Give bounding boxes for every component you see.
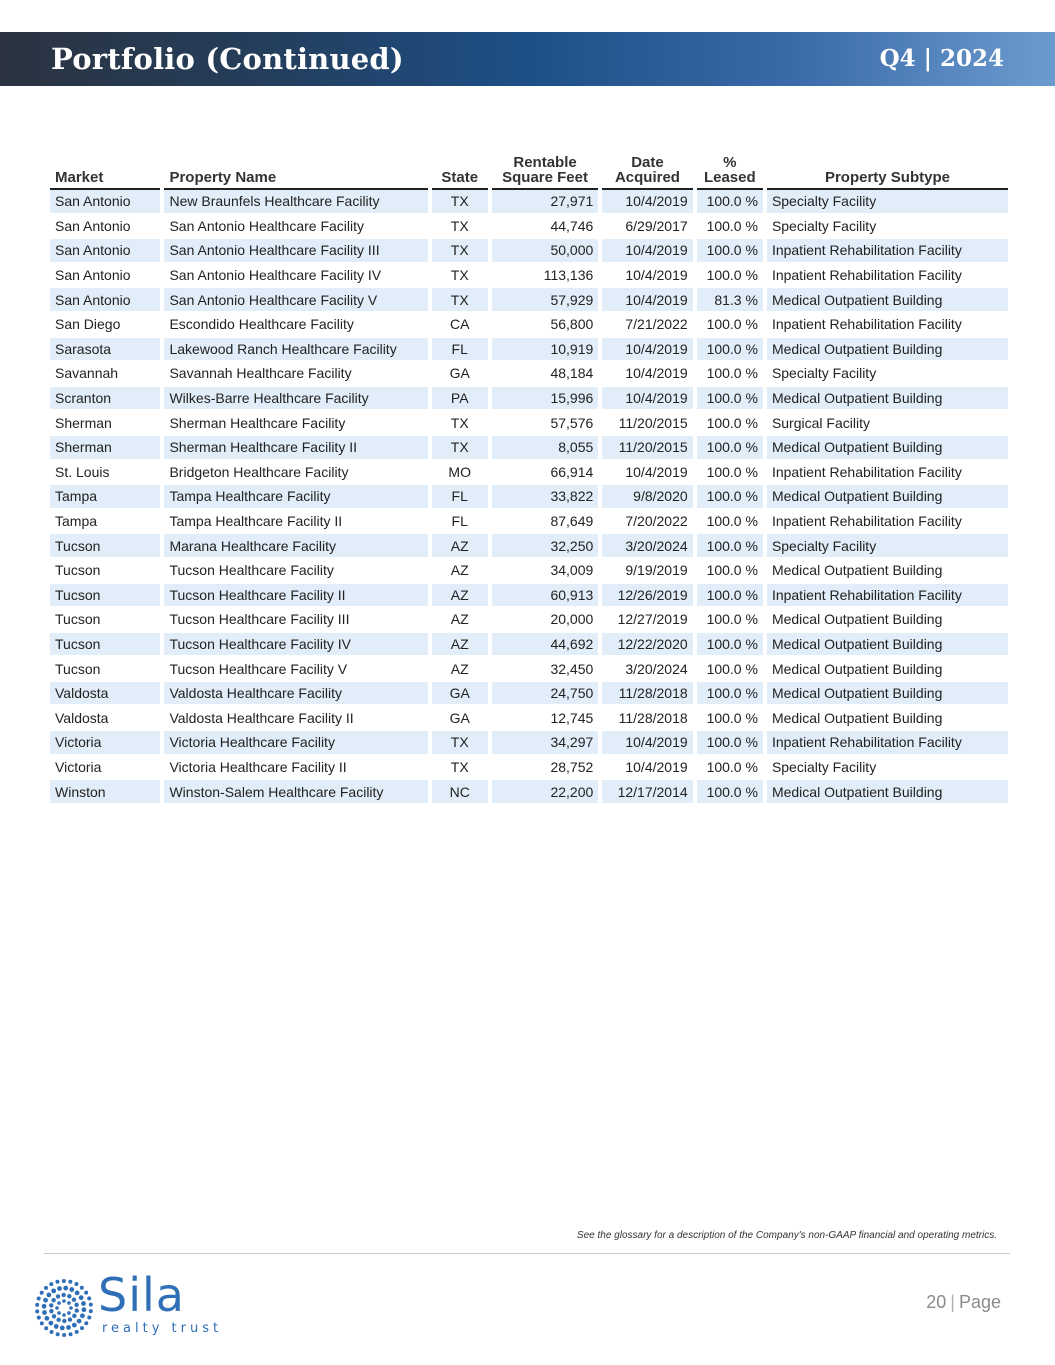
cell-property-name: San Antonio Healthcare Facility V bbox=[164, 288, 427, 313]
cell-property-subtype: Medical Outpatient Building bbox=[767, 633, 1008, 658]
cell-market: St. Louis bbox=[50, 461, 160, 486]
cell-property-name: San Antonio Healthcare Facility IV bbox=[164, 264, 427, 289]
cell-leased: 100.0 % bbox=[697, 485, 763, 510]
cell-leased: 100.0 % bbox=[697, 682, 763, 707]
cell-property-name: Savannah Healthcare Facility bbox=[164, 362, 427, 387]
table-row bbox=[50, 584, 1008, 609]
logo-dot bbox=[49, 1303, 53, 1307]
logo-dot bbox=[56, 1294, 60, 1298]
cell-square-feet: 27,971 bbox=[492, 190, 598, 215]
logo-dot bbox=[75, 1290, 80, 1295]
cell-leased: 81.3 % bbox=[697, 288, 763, 313]
table-row bbox=[50, 657, 1008, 682]
logo-dot bbox=[62, 1299, 66, 1303]
cell-state: CA bbox=[432, 313, 488, 338]
logo-dot bbox=[44, 1286, 48, 1290]
table-row bbox=[50, 215, 1008, 240]
cell-state: NC bbox=[432, 780, 488, 805]
cell-square-feet: 10,919 bbox=[492, 338, 598, 363]
cell-market: Valdosta bbox=[50, 682, 160, 707]
cell-square-feet: 50,000 bbox=[492, 239, 598, 264]
cell-market: San Antonio bbox=[50, 264, 160, 289]
cell-leased: 100.0 % bbox=[697, 584, 763, 609]
logo-dot bbox=[72, 1323, 77, 1328]
cell-state: AZ bbox=[432, 559, 488, 584]
logo-dot bbox=[55, 1306, 59, 1310]
cell-property-name: San Antonio Healthcare Facility bbox=[164, 215, 427, 240]
table-row bbox=[50, 485, 1008, 510]
cell-state: GA bbox=[432, 362, 488, 387]
logo-dot bbox=[80, 1313, 85, 1318]
cell-leased: 100.0 % bbox=[697, 731, 763, 756]
cell-state: FL bbox=[432, 485, 488, 510]
table-row bbox=[50, 288, 1008, 313]
cell-leased: 100.0 % bbox=[697, 411, 763, 436]
cell-state: PA bbox=[432, 387, 488, 412]
cell-property-name: Sherman Healthcare Facility II bbox=[164, 436, 427, 461]
col-property-subtype: Property Subtype bbox=[767, 155, 1008, 190]
cell-state: TX bbox=[432, 215, 488, 240]
logo-dot bbox=[49, 1282, 53, 1286]
cell-property-subtype: Specialty Facility bbox=[767, 190, 1008, 215]
logo-dot bbox=[35, 1309, 39, 1313]
cell-date-acquired: 11/20/2015 bbox=[602, 436, 692, 461]
cell-date-acquired: 12/26/2019 bbox=[602, 584, 692, 609]
logo-dot bbox=[72, 1297, 76, 1301]
cell-date-acquired: 11/28/2018 bbox=[602, 682, 692, 707]
cell-square-feet: 32,250 bbox=[492, 534, 598, 559]
logo-dot bbox=[62, 1279, 66, 1283]
cell-date-acquired: 7/21/2022 bbox=[602, 313, 692, 338]
cell-state: GA bbox=[432, 682, 488, 707]
logo-dot bbox=[67, 1301, 71, 1305]
cell-property-subtype: Inpatient Rehabilitation Facility bbox=[767, 313, 1008, 338]
logo-dot bbox=[75, 1330, 79, 1334]
cell-date-acquired: 12/22/2020 bbox=[602, 633, 692, 658]
cell-square-feet: 8,055 bbox=[492, 436, 598, 461]
logo-dot bbox=[37, 1297, 41, 1301]
cell-leased: 100.0 % bbox=[697, 239, 763, 264]
col-market: Market bbox=[50, 155, 160, 190]
cell-leased: 100.0 % bbox=[697, 534, 763, 559]
col-state: State bbox=[432, 155, 488, 190]
cell-market: San Antonio bbox=[50, 239, 160, 264]
cell-property-name: Tucson Healthcare Facility III bbox=[164, 608, 427, 633]
table-row bbox=[50, 313, 1008, 338]
cell-property-subtype: Specialty Facility bbox=[767, 534, 1008, 559]
table-row bbox=[50, 338, 1008, 363]
logo-dot bbox=[68, 1280, 72, 1284]
footnote: See the glossary for a description of the Company's non-GAAP financial and operating metrics. bbox=[576, 1230, 997, 1241]
logo-dot bbox=[84, 1291, 88, 1295]
cell-property-name: Escondido Healthcare Facility bbox=[164, 313, 427, 338]
logo-dot bbox=[57, 1311, 61, 1315]
portfolio-table bbox=[46, 155, 1012, 805]
page-label: Page bbox=[958, 1292, 1001, 1312]
cell-date-acquired: 10/4/2019 bbox=[602, 756, 692, 781]
cell-market: Tucson bbox=[50, 584, 160, 609]
table-row bbox=[50, 559, 1008, 584]
table-row bbox=[50, 731, 1008, 756]
logo-dot bbox=[74, 1303, 78, 1307]
cell-date-acquired: 10/4/2019 bbox=[602, 239, 692, 264]
cell-state: AZ bbox=[432, 633, 488, 658]
cell-date-acquired: 9/19/2019 bbox=[602, 559, 692, 584]
cell-property-subtype: Medical Outpatient Building bbox=[767, 682, 1008, 707]
cell-leased: 100.0 % bbox=[697, 657, 763, 682]
cell-square-feet: 57,576 bbox=[492, 411, 598, 436]
cell-property-subtype: Medical Outpatient Building bbox=[767, 780, 1008, 805]
logo-dot bbox=[44, 1316, 49, 1321]
cell-property-subtype: Inpatient Rehabilitation Facility bbox=[767, 461, 1008, 486]
cell-leased: 100.0 % bbox=[697, 633, 763, 658]
table-header-row bbox=[50, 155, 1008, 190]
cell-state: TX bbox=[432, 239, 488, 264]
logo-dot bbox=[51, 1288, 56, 1293]
table-row bbox=[50, 682, 1008, 707]
cell-property-name: San Antonio Healthcare Facility III bbox=[164, 239, 427, 264]
logo-dot bbox=[44, 1326, 48, 1330]
cell-state: FL bbox=[432, 338, 488, 363]
logo-dot bbox=[80, 1326, 84, 1330]
col-date-acquired: Date Acquired bbox=[602, 155, 692, 190]
cell-square-feet: 24,750 bbox=[492, 682, 598, 707]
table-row bbox=[50, 362, 1008, 387]
cell-square-feet: 66,914 bbox=[492, 461, 598, 486]
table-row bbox=[50, 411, 1008, 436]
logo-dot bbox=[55, 1280, 59, 1284]
cell-state: TX bbox=[432, 411, 488, 436]
cell-leased: 100.0 % bbox=[697, 338, 763, 363]
cell-market: Tucson bbox=[50, 657, 160, 682]
logo-dot bbox=[54, 1324, 59, 1329]
cell-property-subtype: Medical Outpatient Building bbox=[767, 387, 1008, 412]
col-leased: % Leased bbox=[697, 155, 763, 190]
logo-dot bbox=[52, 1314, 56, 1318]
logo-dot bbox=[69, 1332, 73, 1336]
cell-leased: 100.0 % bbox=[697, 313, 763, 338]
logo-dot bbox=[72, 1314, 76, 1318]
logo-dot bbox=[46, 1293, 51, 1298]
logo-dot bbox=[81, 1301, 86, 1306]
logo-dot bbox=[84, 1321, 88, 1325]
cell-property-subtype: Medical Outpatient Building bbox=[767, 608, 1008, 633]
cell-state: MO bbox=[432, 461, 488, 486]
cell-leased: 100.0 % bbox=[697, 756, 763, 781]
cell-property-subtype: Inpatient Rehabilitation Facility bbox=[767, 264, 1008, 289]
cell-date-acquired: 10/4/2019 bbox=[602, 288, 692, 313]
cell-date-acquired: 12/17/2014 bbox=[602, 780, 692, 805]
cell-square-feet: 28,752 bbox=[492, 756, 598, 781]
cell-state: TX bbox=[432, 436, 488, 461]
logo-dot bbox=[51, 1298, 55, 1302]
cell-date-acquired: 10/4/2019 bbox=[602, 362, 692, 387]
cell-date-acquired: 3/20/2024 bbox=[602, 657, 692, 682]
logo-dot bbox=[69, 1287, 74, 1292]
logo-dot bbox=[79, 1295, 84, 1300]
table-row bbox=[50, 264, 1008, 289]
cell-property-name: Tucson Healthcare Facility bbox=[164, 559, 427, 584]
page-number bbox=[926, 1292, 1001, 1313]
logo-dot bbox=[80, 1286, 84, 1290]
cell-property-name: New Braunfels Healthcare Facility bbox=[164, 190, 427, 215]
cell-square-feet: 87,649 bbox=[492, 510, 598, 535]
report-period: Q4 | 2024 bbox=[879, 45, 1004, 72]
cell-market: Tucson bbox=[50, 534, 160, 559]
logo-dot bbox=[49, 1309, 53, 1313]
col-property-name: Property Name bbox=[164, 155, 427, 190]
cell-state: GA bbox=[432, 706, 488, 731]
cell-leased: 100.0 % bbox=[697, 706, 763, 731]
cell-market: San Antonio bbox=[50, 215, 160, 240]
logo-dot bbox=[40, 1321, 44, 1325]
cell-square-feet: 15,996 bbox=[492, 387, 598, 412]
cell-property-name: Sherman Healthcare Facility bbox=[164, 411, 427, 436]
cell-date-acquired: 11/20/2015 bbox=[602, 411, 692, 436]
logo-dot bbox=[62, 1319, 66, 1323]
table-row bbox=[50, 706, 1008, 731]
table-row bbox=[50, 780, 1008, 805]
logo-dot bbox=[67, 1294, 71, 1298]
logo-dot bbox=[43, 1298, 48, 1303]
cell-property-subtype: Inpatient Rehabilitation Facility bbox=[767, 584, 1008, 609]
cell-leased: 100.0 % bbox=[697, 190, 763, 215]
cell-date-acquired: 10/4/2019 bbox=[602, 338, 692, 363]
cell-leased: 100.0 % bbox=[697, 559, 763, 584]
cell-property-name: Valdosta Healthcare Facility bbox=[164, 682, 427, 707]
cell-property-subtype: Medical Outpatient Building bbox=[767, 436, 1008, 461]
cell-square-feet: 22,200 bbox=[492, 780, 598, 805]
cell-leased: 100.0 % bbox=[697, 362, 763, 387]
logo-dot bbox=[40, 1291, 44, 1295]
logo-dot bbox=[60, 1326, 65, 1331]
page-number-value: 20 bbox=[926, 1292, 947, 1312]
table-row bbox=[50, 461, 1008, 486]
logo-dot bbox=[56, 1318, 60, 1322]
cell-property-subtype: Specialty Facility bbox=[767, 756, 1008, 781]
logo-dot bbox=[49, 1321, 54, 1326]
cell-property-subtype: Medical Outpatient Building bbox=[767, 485, 1008, 510]
cell-market: San Diego bbox=[50, 313, 160, 338]
logo-dot bbox=[82, 1307, 87, 1312]
cell-market: Sherman bbox=[50, 411, 160, 436]
cell-square-feet: 34,297 bbox=[492, 731, 598, 756]
cell-date-acquired: 12/27/2019 bbox=[602, 608, 692, 633]
cell-square-feet: 44,692 bbox=[492, 633, 598, 658]
logo-dot bbox=[69, 1306, 73, 1310]
cell-square-feet: 60,913 bbox=[492, 584, 598, 609]
cell-market: Victoria bbox=[50, 756, 160, 781]
cell-property-subtype: Inpatient Rehabilitation Facility bbox=[767, 239, 1008, 264]
logo-dot bbox=[57, 1301, 61, 1305]
cell-square-feet: 56,800 bbox=[492, 313, 598, 338]
cell-state: TX bbox=[432, 190, 488, 215]
logo-dot bbox=[62, 1333, 66, 1337]
cell-state: TX bbox=[432, 731, 488, 756]
table-row bbox=[50, 239, 1008, 264]
logo-dot bbox=[57, 1286, 62, 1291]
cell-property-subtype: Medical Outpatient Building bbox=[767, 559, 1008, 584]
cell-market: Tucson bbox=[50, 559, 160, 584]
cell-market: Tampa bbox=[50, 485, 160, 510]
cell-property-subtype: Surgical Facility bbox=[767, 411, 1008, 436]
logo-dot bbox=[89, 1303, 93, 1307]
table-row bbox=[50, 756, 1008, 781]
cell-leased: 100.0 % bbox=[697, 436, 763, 461]
cell-leased: 100.0 % bbox=[697, 264, 763, 289]
cell-leased: 100.0 % bbox=[697, 461, 763, 486]
cell-market: San Antonio bbox=[50, 288, 160, 313]
cell-property-name: Tampa Healthcare Facility II bbox=[164, 510, 427, 535]
cell-square-feet: 113,136 bbox=[492, 264, 598, 289]
cell-property-name: Bridgeton Healthcare Facility bbox=[164, 461, 427, 486]
cell-leased: 100.0 % bbox=[697, 510, 763, 535]
cell-property-name: Tucson Healthcare Facility IV bbox=[164, 633, 427, 658]
cell-market: Tucson bbox=[50, 633, 160, 658]
logo-dot bbox=[42, 1304, 47, 1309]
cell-leased: 100.0 % bbox=[697, 387, 763, 412]
logo-dot bbox=[67, 1311, 71, 1315]
cell-property-name: Marana Healthcare Facility bbox=[164, 534, 427, 559]
cell-date-acquired: 9/8/2020 bbox=[602, 485, 692, 510]
cell-property-name: Victoria Healthcare Facility II bbox=[164, 756, 427, 781]
cell-market: San Antonio bbox=[50, 190, 160, 215]
cell-property-subtype: Specialty Facility bbox=[767, 362, 1008, 387]
cell-property-subtype: Inpatient Rehabilitation Facility bbox=[767, 731, 1008, 756]
page-header bbox=[0, 32, 1055, 86]
col-rentable-sqft: Rentable Square Feet bbox=[492, 155, 598, 190]
cell-date-acquired: 10/4/2019 bbox=[602, 731, 692, 756]
cell-state: TX bbox=[432, 756, 488, 781]
cell-date-acquired: 3/20/2024 bbox=[602, 534, 692, 559]
logo-dot bbox=[66, 1325, 71, 1330]
logo-dot bbox=[68, 1317, 72, 1321]
logo-wordmark: Sila bbox=[98, 1268, 185, 1322]
cell-property-subtype: Medical Outpatient Building bbox=[767, 338, 1008, 363]
cell-date-acquired: 10/4/2019 bbox=[602, 264, 692, 289]
cell-date-acquired: 10/4/2019 bbox=[602, 461, 692, 486]
cell-leased: 100.0 % bbox=[697, 780, 763, 805]
table-row bbox=[50, 510, 1008, 535]
cell-leased: 100.0 % bbox=[697, 608, 763, 633]
cell-date-acquired: 10/4/2019 bbox=[602, 387, 692, 412]
cell-property-name: Lakewood Ranch Healthcare Facility bbox=[164, 338, 427, 363]
cell-property-name: Winston-Salem Healthcare Facility bbox=[164, 780, 427, 805]
cell-square-feet: 20,000 bbox=[492, 608, 598, 633]
cell-state: TX bbox=[432, 288, 488, 313]
cell-date-acquired: 11/28/2018 bbox=[602, 706, 692, 731]
page-title: Portfolio (Continued) bbox=[51, 42, 404, 76]
cell-property-subtype: Specialty Facility bbox=[767, 215, 1008, 240]
sunburst-dots-icon bbox=[32, 1276, 96, 1340]
logo-dot bbox=[87, 1296, 91, 1300]
cell-leased: 100.0 % bbox=[697, 215, 763, 240]
logo-dot bbox=[61, 1293, 65, 1297]
logo-dot bbox=[89, 1309, 93, 1313]
cell-date-acquired: 7/20/2022 bbox=[602, 510, 692, 535]
page-separator: | bbox=[950, 1292, 955, 1312]
cell-property-name: Tampa Healthcare Facility bbox=[164, 485, 427, 510]
cell-property-name: Victoria Healthcare Facility bbox=[164, 731, 427, 756]
logo-dot bbox=[37, 1316, 41, 1320]
logo-dot bbox=[35, 1303, 39, 1307]
cell-square-feet: 32,450 bbox=[492, 657, 598, 682]
cell-market: Tampa bbox=[50, 510, 160, 535]
table-row bbox=[50, 633, 1008, 658]
logo-dot bbox=[74, 1282, 78, 1286]
cell-date-acquired: 6/29/2017 bbox=[602, 215, 692, 240]
cell-state: AZ bbox=[432, 657, 488, 682]
table-row bbox=[50, 190, 1008, 215]
logo-tagline: realty trust bbox=[102, 1321, 223, 1336]
company-logo bbox=[32, 1268, 232, 1346]
cell-market: Winston bbox=[50, 780, 160, 805]
cell-state: AZ bbox=[432, 584, 488, 609]
cell-property-subtype: Medical Outpatient Building bbox=[767, 288, 1008, 313]
logo-dot bbox=[62, 1313, 66, 1317]
cell-property-name: Wilkes-Barre Healthcare Facility bbox=[164, 387, 427, 412]
cell-state: TX bbox=[432, 264, 488, 289]
cell-square-feet: 34,009 bbox=[492, 559, 598, 584]
cell-property-subtype: Inpatient Rehabilitation Facility bbox=[767, 510, 1008, 535]
cell-date-acquired: 10/4/2019 bbox=[602, 190, 692, 215]
logo-dot bbox=[42, 1310, 47, 1315]
cell-market: Victoria bbox=[50, 731, 160, 756]
cell-state: AZ bbox=[432, 534, 488, 559]
table-row bbox=[50, 436, 1008, 461]
cell-square-feet: 44,746 bbox=[492, 215, 598, 240]
table-row bbox=[50, 534, 1008, 559]
cell-state: AZ bbox=[432, 608, 488, 633]
cell-market: Savannah bbox=[50, 362, 160, 387]
cell-square-feet: 48,184 bbox=[492, 362, 598, 387]
cell-market: Sherman bbox=[50, 436, 160, 461]
logo-dot bbox=[50, 1330, 54, 1334]
logo-dot bbox=[87, 1315, 91, 1319]
cell-property-name: Tucson Healthcare Facility V bbox=[164, 657, 427, 682]
cell-property-name: Valdosta Healthcare Facility II bbox=[164, 706, 427, 731]
table-body bbox=[50, 190, 1008, 805]
cell-square-feet: 12,745 bbox=[492, 706, 598, 731]
cell-square-feet: 57,929 bbox=[492, 288, 598, 313]
logo-dot bbox=[63, 1286, 68, 1291]
cell-property-name: Tucson Healthcare Facility II bbox=[164, 584, 427, 609]
cell-market: Sarasota bbox=[50, 338, 160, 363]
cell-property-subtype: Medical Outpatient Building bbox=[767, 706, 1008, 731]
logo-dot bbox=[56, 1332, 60, 1336]
table-row bbox=[50, 387, 1008, 412]
cell-market: Valdosta bbox=[50, 706, 160, 731]
footer-divider bbox=[44, 1253, 1010, 1254]
cell-market: Tucson bbox=[50, 608, 160, 633]
logo-dot bbox=[77, 1319, 82, 1324]
cell-property-subtype: Medical Outpatient Building bbox=[767, 657, 1008, 682]
cell-state: FL bbox=[432, 510, 488, 535]
cell-market: Scranton bbox=[50, 387, 160, 412]
cell-square-feet: 33,822 bbox=[492, 485, 598, 510]
table-row bbox=[50, 608, 1008, 633]
logo-dot bbox=[75, 1308, 79, 1312]
